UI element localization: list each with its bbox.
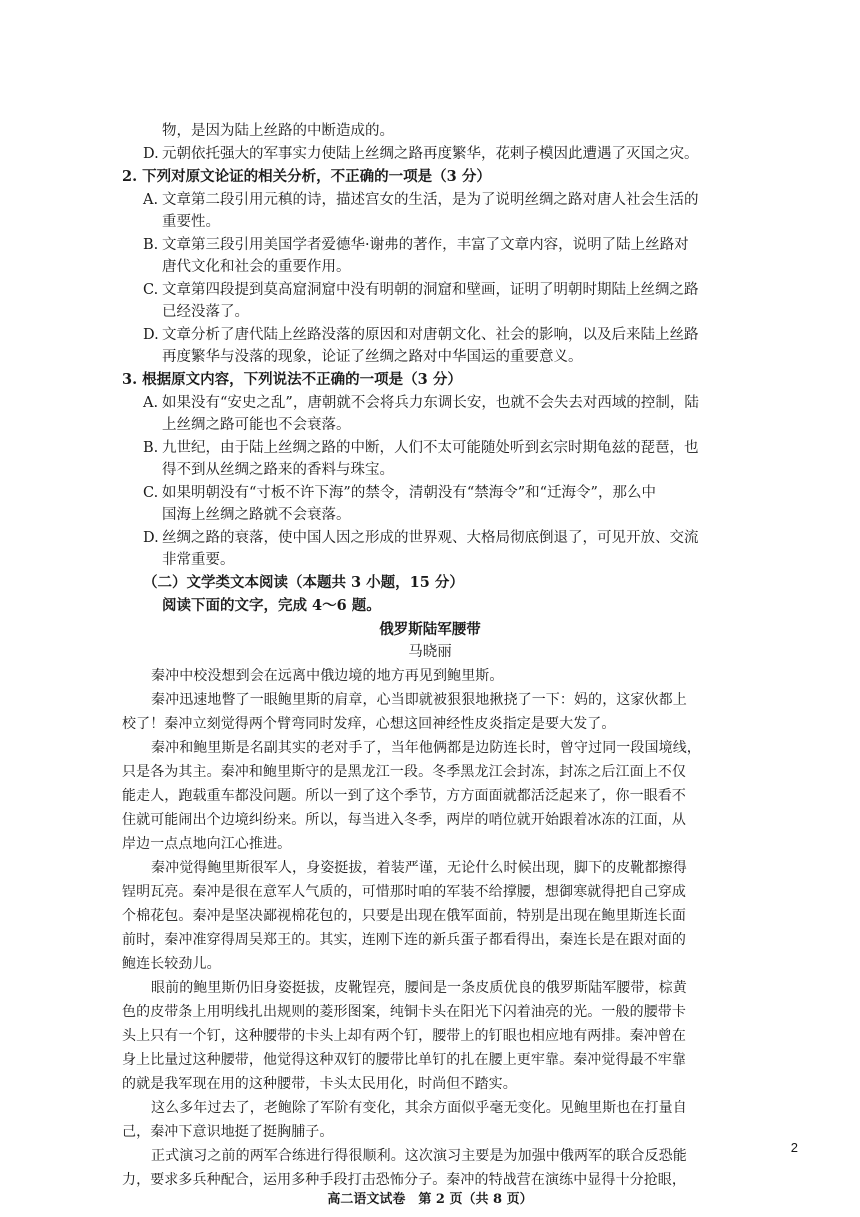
story-line: 住就可能闹出个边境纠纷来。所以，每当进入冬季，两岸的哨位就开始跟着冰冻的江面，从 [122,812,686,828]
story-line: 正式演习之前的两军合练进行得很顺利。这次演习主要是为加强中俄两军的联合反恐能 [151,1148,687,1164]
story-author: 马晓丽 [408,644,452,660]
story-line: 眼前的鲍里斯仍旧身姿挺拔，皮靴锃亮，腰间是一条皮质优良的俄罗斯陆军腰带，棕黄 [151,980,687,996]
story-line: 秦冲觉得鲍里斯很军人，身姿挺拔，着装严谨，无论什么时候出现，脚下的皮靴都擦得 [151,860,687,876]
q3-stem: 3. 根据原文内容，下列说法不正确的一项是（3 分） [122,371,462,388]
story-line: 锃明瓦亮。秦冲是很在意军人气质的，可惜那时咱的军装不给撑腰，想御寒就得把自己穿成 [122,884,686,900]
story-line: 校了！秦冲立刻觉得两个臂弯同时发痒，心想这回神经性皮炎指定是要大发了。 [122,716,616,732]
q3-option-b-label: B. [143,440,159,456]
q2-option-d-line2: 再度繁华与没落的现象，论证了丝绸之路对中华国运的重要意义。 [162,349,583,365]
story-line: 色的皮带条上用明线扎出规则的菱形图案，纯铜卡头在阳光下闪着油亮的光。一般的腰带卡 [122,1004,686,1020]
q2-option-b-line2: 唐代文化和社会的重要作用。 [162,259,351,275]
story-line: 个棉花包。秦冲是坚决鄙视棉花包的，只要是出现在俄军面前，特别是出现在鲍里斯连长面 [122,908,686,924]
story-line: 前时，秦冲准穿得周吴郑王的。其实，连刚下连的新兵蛋子都看得出，秦连长是在跟对面的 [122,932,686,948]
q3-option-c-label: C. [143,485,159,501]
story-line: 能走人，跑载重车都没问题。所以一到了这个季节，方方面面就都活泛起来了，你一眼看不 [122,788,686,804]
q2-option-d-line1: 文章分析了唐代陆上丝路没落的原因和对唐朝文化、社会的影响，以及后来陆上丝路 [162,327,699,343]
q1-continuation: 物，是因为陆上丝路的中断造成的。 [162,123,394,139]
story-line: 秦冲和鲍里斯是名副其实的老对手了，当年他俩都是边防连长时，曾守过同一段国境线， [151,740,701,756]
q2-option-c-label: C. [143,282,159,298]
q2-option-c-line1: 文章第四段提到莫高窟洞窟中没有明朝的洞窟和壁画，证明了明朝时期陆上丝绸之路 [162,282,699,298]
story-line: 这么多年过去了，老鲍除了军阶有变化，其余方面似乎毫无变化。见鲍里斯也在打量自 [151,1100,687,1116]
story-title: 俄罗斯陆军腰带 [379,621,481,638]
q3-option-d-line1: 丝绸之路的衰落，使中国人因之形成的世界观、大格局彻底倒退了，可见开放、交流 [162,530,699,546]
q3-option-a-line1: 如果没有“安史之乱”，唐朝就不会将兵力东调长安，也就不会失去对西域的控制，陆 [162,395,699,411]
q2-option-c-line2: 已经没落了。 [162,304,249,320]
q2-stem: 2. 下列对原文论证的相关分析，不正确的一项是（3 分） [122,168,491,185]
q3-option-d-line2: 非常重要。 [162,552,235,568]
story-line: 的就是我军现在用的这种腰带，卡头太民用化，时尚但不踏实。 [122,1076,517,1092]
page-number: 2 [790,1140,798,1155]
q2-option-a-label: A. [143,192,159,208]
story-line: 只是各为其主。秦冲和鲍里斯守的是黑龙江一段。冬季黑龙江会封冻，封冻之后江面上不仅 [122,764,686,780]
story-line: 己，秦冲下意识地挺了挺胸脯子。 [122,1124,334,1140]
q2-option-a-line1: 文章第二段引用元稹的诗，描述宫女的生活，是为了说明丝绸之路对唐人社会生活的 [162,192,699,208]
section-heading: （二）文学类文本阅读（本题共 3 小题，15 分） [143,574,464,591]
story-line: 鲍连长较劲儿。 [122,956,221,972]
q3-option-c-line1: 如果明朝没有“寸板不许下海”的禁令，清朝没有“禁海令”和“迁海令”，那么中 [162,485,656,501]
page-footer: 高二语文试卷 第 2 页（共 8 页） [327,1192,533,1207]
q3-option-a-label: A. [143,395,159,411]
q2-option-b-line1: 文章第三段引用美国学者爱德华·谢弗的著作，丰富了文章内容，说明了陆上丝路对 [162,237,689,253]
story-line: 头上只有一个钉，这种腰带的卡头上却有两个钉，腰带上的钉眼也相应地有两排。秦冲曾在 [122,1028,686,1044]
q3-option-c-line2: 国海上丝绸之路就不会衰落。 [162,507,351,523]
q2-option-b-label: B. [143,237,159,253]
q3-option-b-line1: 九世纪，由于陆上丝绸之路的中断，人们不太可能随处听到玄宗时期龟兹的琵琶，也 [162,440,699,456]
q2-option-a-line2: 重要性。 [162,214,220,230]
q3-option-b-line2: 得不到从丝绸之路来的香料与珠宝。 [162,462,394,478]
section-instruction: 阅读下面的文字，完成 4～6 题。 [162,597,381,614]
story-line: 岸边一点点地向江心推进。 [122,836,292,852]
q3-option-a-line2: 上丝绸之路可能也不会衰落。 [162,417,351,433]
story-line: 秦冲中校没想到会在远离中俄边境的地方再见到鲍里斯。 [151,668,504,684]
story-line: 身上比量过这种腰带，他觉得这种双钉的腰带比单钉的扎在腰上更牢靠。秦冲觉得最不牢靠 [122,1052,686,1068]
story-line: 秦冲迅速地瞥了一眼鲍里斯的肩章，心当即就被狠狠地揪挠了一下：妈的，这家伙都上 [151,692,687,708]
q3-option-d-label: D. [143,530,159,546]
q1-option-d-text: 元朝依托强大的军事实力使陆上丝绸之路再度繁华，花剌子模因此遭遇了灭国之灾。 [162,146,699,162]
q1-option-d-label: D. [143,146,159,162]
story-line: 力，要求多兵种配合，运用多种手段打击恐怖分子。秦冲的特战营在演练中显得十分抢眼， [122,1172,686,1188]
q2-option-d-label: D. [143,327,159,343]
